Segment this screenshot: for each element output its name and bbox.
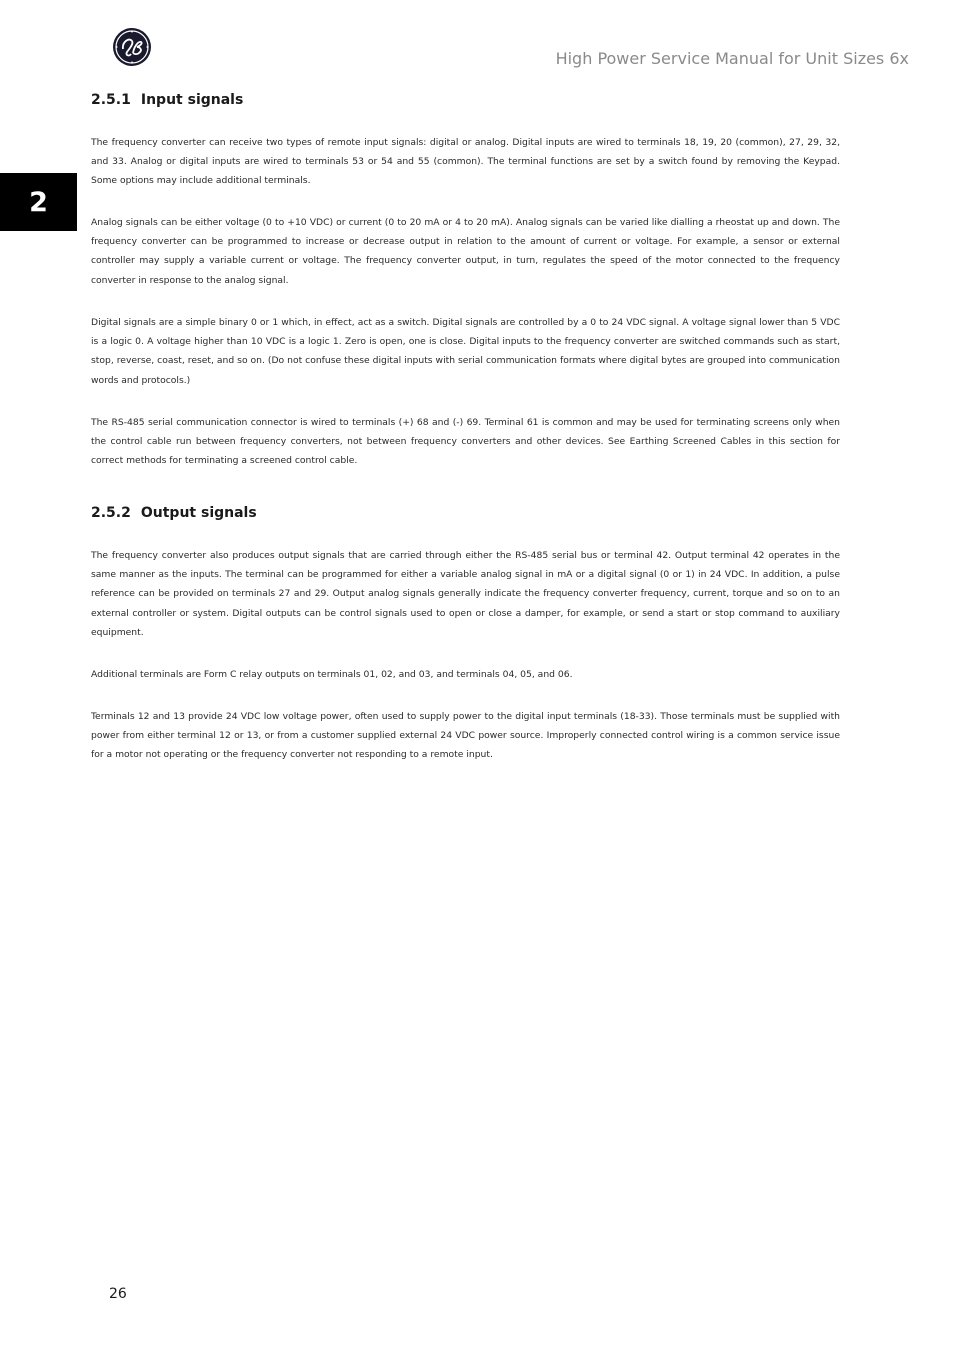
- section-heading-input-signals: [91, 92, 243, 108]
- paragraph: Analog signals can be either voltage (0 to +10 VDC) or current (0 to 20 mA or 4 to 20 mA). Analog signals can be varied like dialling a rheostat up and down. The frequency converter can be programmed to increase or decrease output in relation to the amount of current or voltage. For example, a sensor or external controller may supply a variable current or voltage. The frequency converter output, in turn, regulates the speed of the motor connected to the frequency converter in response to the analog signal.: [91, 217, 840, 286]
- section-title: Input signals: [140, 92, 244, 108]
- ge-logo: [112, 27, 152, 67]
- paragraph: Additional terminals are Form C relay outputs on terminals 01, 02, and 03, and terminals 04, 05, and 06.: [91, 669, 573, 680]
- paragraph: The frequency converter can receive two types of remote input signals: digital or analog. Digital inputs are wired to terminals 18, 19, 20 (common), 27, 29, 32, and 33. Analog or digital inputs are wired to terminals 53 or 54 and 55 (common). The terminal functions are set by a switch found by removing the Keypad. Some options may include additional terminals.: [91, 137, 840, 187]
- chapter-tab: 2: [0, 173, 77, 231]
- paragraph: Digital signals are a simple binary 0 or 1 which, in effect, act as a switch. Digital signals are controlled by a 0 to 24 VDC signal. A voltage signal lower than 5 VDC is a logic 0. A voltage higher than 10 VDC is a logic 1. Zero is open, one is close. Digital inputs to the frequency converter are switched commands such as start, stop, reverse, coast, reset, and so on. (Do not confuse these digital inputs with serial communication formats where digital bytes are grouped into communication words and protocols.): [91, 317, 840, 386]
- section-title: Output signals: [140, 505, 257, 521]
- paragraph: Terminals 12 and 13 provide 24 VDC low voltage power, often used to supply power to the digital input terminals (18-33). Those terminals must be supplied with power from either terminal 12 or 13, or from a customer supplied external 24 VDC power source. Improperly connected control wiring is a common service issue for a motor not operating or the frequency converter not responding to a remote input.: [91, 711, 840, 761]
- section-number: 2.5.2: [91, 505, 131, 521]
- paragraph: The RS-485 serial communication connector is wired to terminals (+) 68 and (-) 69. Terminal 61 is common and may be used for terminating screens only when the control cable run between frequency converters, not between frequency converters and other devices. See Earthing Screened Cables in this section for correct methods for terminating a screened control cable.: [91, 417, 840, 467]
- paragraph: The frequency converter also produces output signals that are carried through either the RS-485 serial bus or terminal 42. Output terminal 42 operates in the same manner as the inputs. The terminal can be programmed for either a variable analog signal in mA or a digital signal (0 or 1) in 24 VDC. In addition, a pulse reference can be provided on terminals 27 and 29. Output analog signals generally indicate the frequency converter frequency, current, torque and so on to an external controller or system. Digital outputs can be control signals used to open or close a damper, for example, or send a start or stop command to auxiliary equipment.: [91, 550, 840, 638]
- section-number: 2.5.1: [91, 92, 131, 108]
- section-heading-output-signals: [91, 505, 257, 521]
- page-number: 26: [109, 1286, 127, 1302]
- running-header-title: High Power Service Manual for Unit Sizes 6x: [555, 49, 909, 68]
